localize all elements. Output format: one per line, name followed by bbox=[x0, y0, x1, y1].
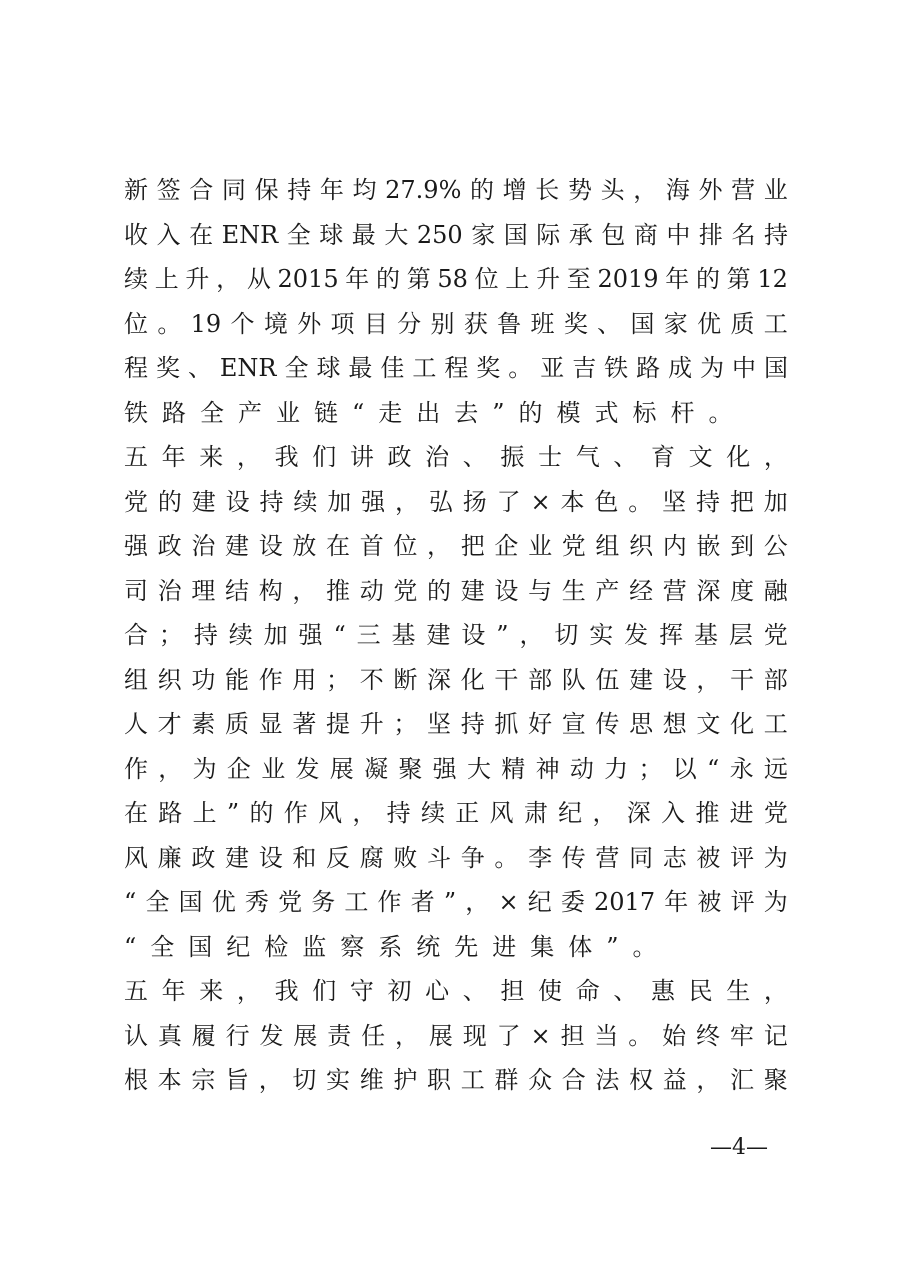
text-line: “全国纪检监察系统先进集体”。 bbox=[124, 932, 671, 961]
text-line: 在 路 上 ” 的 作 风 ， 持 续 正 风 肃 纪 ， 深 入 推 进 党 bbox=[124, 799, 788, 827]
text-line: 五 年 来 ， 我 们 守 初 心 、 担 使 命 、 惠 民 生 ， bbox=[124, 977, 788, 1005]
text-line: 风 廉 政 建 设 和 反 腐 败 斗 争 。 李 传 营 同 志 被 评 为 bbox=[124, 843, 788, 872]
text-line: 程 奖 、 ENR 全 球 最 佳 工 程 奖 。 亚 吉 铁 路 成 为 中 国 bbox=[124, 354, 788, 382]
text-line: 根 本 宗 旨 ， 切 实 维 护 职 工 群 众 合 法 权 益 ， 汇 聚 bbox=[124, 1066, 788, 1094]
text-line: 合 ； 持 续 加 强 “ 三 基 建 设 ” ， 切 实 发 挥 基 层 党 bbox=[124, 621, 788, 649]
text-line: 铁路全产业链“走出去”的模式标杆。 bbox=[124, 398, 747, 427]
text-line: 强 政 治 建 设 放 在 首 位 ， 把 企 业 党 组 织 内 嵌 到 公 bbox=[124, 532, 788, 560]
text-line: 认 真 履 行 发 展 责 任 ， 展 现 了 × 担 当 。 始 终 牢 记 bbox=[124, 1021, 788, 1050]
text-line: 党 的 建 设 持 续 加 强 ， 弘 扬 了 × 本 色 。 坚 持 把 加 bbox=[124, 487, 788, 516]
text-line: 人 才 素 质 显 著 提 升 ； 坚 持 抓 好 宣 传 思 想 文 化 工 bbox=[124, 710, 788, 738]
text-line: 司 治 理 结 构 ， 推 动 党 的 建 设 与 生 产 经 营 深 度 融 bbox=[124, 576, 788, 605]
text-line: 续 上 升 ， 从 2015 年 的 第 58 位 上 升 至 2019 年 的 第 12 bbox=[124, 265, 788, 293]
body-text bbox=[124, 168, 788, 1103]
page-number: —4— bbox=[710, 1135, 768, 1160]
text-line: 五 年 来 ， 我 们 讲 政 治 、 振 士 气 、 育 文 化 ， bbox=[124, 443, 788, 471]
text-line: “ 全 国 优 秀 党 务 工 作 者 ” ， × 纪 委 2017 年 被 评 为 bbox=[124, 888, 788, 916]
text-line: 位 。 19 个 境 外 项 目 分 别 获 鲁 班 奖 、 国 家 优 质 工 bbox=[124, 309, 788, 338]
text-line: 作 ， 为 企 业 发 展 凝 聚 强 大 精 神 动 力 ； 以 “ 永 远 bbox=[124, 754, 788, 783]
text-line: 收 入 在 ENR 全 球 最 大 250 家 国 际 承 包 商 中 排 名 持 bbox=[124, 220, 788, 249]
text-line: 新 签 合 同 保 持 年 均 27.9% 的 增 长 势 头 ， 海 外 营 业 bbox=[124, 176, 788, 204]
text-line: 组 织 功 能 作 用 ； 不 断 深 化 干 部 队 伍 建 设 ， 干 部 bbox=[124, 665, 788, 694]
